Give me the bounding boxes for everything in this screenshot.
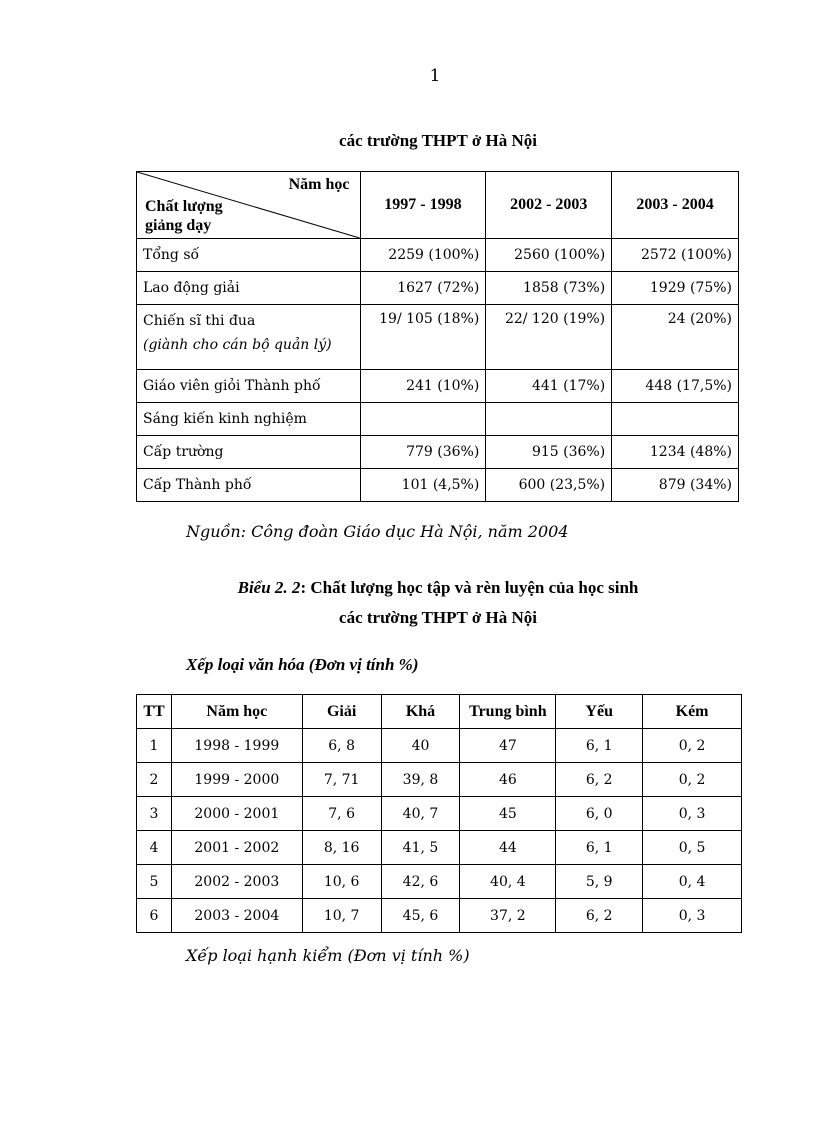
column-header: Năm học xyxy=(171,695,302,729)
table-row xyxy=(137,899,742,933)
corner-label-year: Năm học xyxy=(288,176,350,193)
row-label-cell xyxy=(137,272,361,305)
row-label: Sáng kiến kinh nghiệm xyxy=(143,411,307,427)
column-header: Giải xyxy=(302,695,381,729)
value-cell: 22/ 120 (19%) xyxy=(486,305,612,370)
table-cell: 10, 7 xyxy=(302,899,381,933)
table-cell: 10, 6 xyxy=(302,865,381,899)
page-number: 1 xyxy=(429,66,441,86)
source-note: Nguồn: Công đoàn Giáo dục Hà Nội, năm 2004 xyxy=(186,522,569,541)
table-cell: 6, 2 xyxy=(556,763,643,797)
table2-header-row xyxy=(137,695,742,729)
value-cell: 879 (34%) xyxy=(612,469,739,502)
culture-heading: Xếp loại văn hóa (Đơn vị tính %) xyxy=(186,655,419,674)
row-label: Giáo viên giỏi Thành phố xyxy=(143,378,321,394)
table-cell: 2 xyxy=(137,763,172,797)
table-cell: 6, 0 xyxy=(556,797,643,831)
table-cell: 45 xyxy=(460,797,556,831)
table-cell: 40, 7 xyxy=(381,797,460,831)
table-cell: 40 xyxy=(381,729,460,763)
table-cell: 0, 2 xyxy=(643,729,742,763)
teaching-quality-table xyxy=(136,171,739,502)
value-cell: 1929 (75%) xyxy=(612,272,739,305)
table-cell: 8, 16 xyxy=(302,831,381,865)
row-label-cell xyxy=(137,305,361,370)
section2-title-text: : Chất lượng học tập và rèn luyện của học sinh xyxy=(300,578,639,597)
value-cell: 779 (36%) xyxy=(360,436,486,469)
table-cell: 2000 - 2001 xyxy=(171,797,302,831)
table-cell: 37, 2 xyxy=(460,899,556,933)
column-header: 2003 - 2004 xyxy=(612,172,739,239)
value-cell: 600 (23,5%) xyxy=(486,469,612,502)
table1-heading: các trường THPT ở Hà Nội xyxy=(339,131,537,150)
table-row xyxy=(137,436,739,469)
student-culture-table xyxy=(136,694,742,933)
value-cell: 915 (36%) xyxy=(486,436,612,469)
section2-subtitle: các trường THPT ở Hà Nội xyxy=(339,608,537,627)
row-label-cell xyxy=(137,370,361,403)
table-cell: 46 xyxy=(460,763,556,797)
table-cell: 5, 9 xyxy=(556,865,643,899)
table-row xyxy=(137,305,739,370)
value-cell: 448 (17,5%) xyxy=(612,370,739,403)
value-cell: 2259 (100%) xyxy=(360,239,486,272)
table-row xyxy=(137,865,742,899)
table-cell: 2002 - 2003 xyxy=(171,865,302,899)
table-cell: 7, 6 xyxy=(302,797,381,831)
column-header: TT xyxy=(137,695,172,729)
row-label: Cấp Thành phố xyxy=(143,477,252,493)
table-row xyxy=(137,797,742,831)
column-header: 1997 - 1998 xyxy=(360,172,486,239)
table-cell: 7, 71 xyxy=(302,763,381,797)
table-row xyxy=(137,272,739,305)
table-row xyxy=(137,763,742,797)
table-cell: 0, 5 xyxy=(643,831,742,865)
table-cell: 6, 8 xyxy=(302,729,381,763)
table-cell: 1998 - 1999 xyxy=(171,729,302,763)
diagonal-header-cell xyxy=(137,172,361,239)
table-cell: 44 xyxy=(460,831,556,865)
table-cell: 5 xyxy=(137,865,172,899)
table1-header-row xyxy=(137,172,739,239)
table-cell: 39, 8 xyxy=(381,763,460,797)
section2-title xyxy=(0,578,816,598)
row-label-cell xyxy=(137,403,361,436)
table-cell: 45, 6 xyxy=(381,899,460,933)
table-cell: 41, 5 xyxy=(381,831,460,865)
value-cell: 2560 (100%) xyxy=(486,239,612,272)
table-row xyxy=(137,403,739,436)
table-cell: 4 xyxy=(137,831,172,865)
column-header: Trung bình xyxy=(460,695,556,729)
table-cell: 2001 - 2002 xyxy=(171,831,302,865)
section2-label: Biểu 2. 2 xyxy=(237,578,301,597)
table-cell: 0, 3 xyxy=(643,797,742,831)
column-header: Khá xyxy=(381,695,460,729)
table-row xyxy=(137,239,739,272)
value-cell: 1234 (48%) xyxy=(612,436,739,469)
conduct-heading: Xếp loại hạnh kiểm (Đơn vị tính %) xyxy=(186,946,470,965)
row-label-cell xyxy=(137,436,361,469)
table-row xyxy=(137,370,739,403)
value-cell: 19/ 105 (18%) xyxy=(360,305,486,370)
table-row xyxy=(137,831,742,865)
row-note: (giành cho cán bộ quản lý) xyxy=(143,337,332,353)
row-label-cell xyxy=(137,469,361,502)
column-header: Kém xyxy=(643,695,742,729)
column-header: Yếu xyxy=(556,695,643,729)
table-row xyxy=(137,729,742,763)
table-row xyxy=(137,469,739,502)
row-label: Tổng số xyxy=(143,247,200,263)
row-label: Chiến sĩ thi đua xyxy=(143,313,256,329)
table-cell: 6 xyxy=(137,899,172,933)
table-cell: 6, 1 xyxy=(556,831,643,865)
row-label-cell xyxy=(137,239,361,272)
table-cell: 40, 4 xyxy=(460,865,556,899)
value-cell: 1627 (72%) xyxy=(360,272,486,305)
corner-label-quality: Chất lượng giảng dạy xyxy=(145,198,223,234)
row-label: Lao động giải xyxy=(143,280,240,296)
table-cell: 47 xyxy=(460,729,556,763)
table-cell: 6, 2 xyxy=(556,899,643,933)
table-cell: 42, 6 xyxy=(381,865,460,899)
value-cell: 24 (20%) xyxy=(612,305,739,370)
table-cell: 0, 4 xyxy=(643,865,742,899)
value-cell xyxy=(612,403,739,436)
table-cell: 3 xyxy=(137,797,172,831)
table-cell: 1 xyxy=(137,729,172,763)
value-cell: 2572 (100%) xyxy=(612,239,739,272)
table-cell: 0, 2 xyxy=(643,763,742,797)
table-cell: 1999 - 2000 xyxy=(171,763,302,797)
value-cell xyxy=(360,403,486,436)
value-cell: 1858 (73%) xyxy=(486,272,612,305)
column-header: 2002 - 2003 xyxy=(486,172,612,239)
table-cell: 6, 1 xyxy=(556,729,643,763)
value-cell: 241 (10%) xyxy=(360,370,486,403)
row-label: Cấp trường xyxy=(143,444,224,460)
value-cell: 101 (4,5%) xyxy=(360,469,486,502)
value-cell xyxy=(486,403,612,436)
table-cell: 0, 3 xyxy=(643,899,742,933)
table-cell: 2003 - 2004 xyxy=(171,899,302,933)
value-cell: 441 (17%) xyxy=(486,370,612,403)
